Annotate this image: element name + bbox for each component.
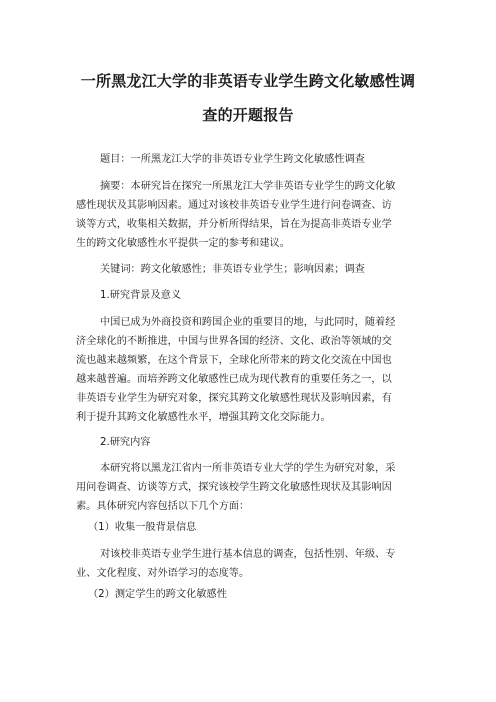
body-line: 本研究将以黑龙江省内一所非英语专业大学的学生为研究对象，采 (100, 463, 396, 474)
body-line: 中国已成为外商投资和跨国企业的重要目的地，与此同时，随着经 (100, 317, 396, 328)
document-title-line-2: 查的开题报告 (202, 106, 294, 124)
topic-paragraph (76, 150, 420, 169)
item-heading: （2）测定学生的跨文化敏感性 (88, 589, 227, 600)
keywords-line: 关键词：跨文化敏感性；非英语专业学生；影响因素；调查 (100, 264, 365, 275)
body-line: 对该校非英语专业学生进行基本信息的调查，包括性别、年级、专 (100, 549, 396, 560)
section-1-body (76, 313, 420, 427)
body-line: 济全球化的不断推进，中国与世界各国的经济、文化、政治等领域的交 (76, 336, 392, 347)
section-heading: 2.研究内容 (100, 437, 151, 448)
item-heading: （1）收集一般背景信息 (88, 522, 197, 533)
item-2-heading (76, 585, 420, 604)
abstract-line: 谈等方式，收集相关数据，并分析所得结果，旨在为提高非英语专业学 (76, 219, 392, 230)
abstract-line: 感性现状及其影响因素。通过对该校非英语专业学生进行问卷调查、访 (76, 200, 392, 211)
body-line: 非英语专业学生为研究对象，探究其跨文化敏感性现状及影响因素，有 (76, 393, 392, 404)
body-line: 流也越来越频繁，在这个背景下，全球化所带来的跨文化交流在中国也 (76, 355, 392, 366)
keywords-paragraph (76, 260, 420, 279)
body-line: 利于提升其跨文化敏感性水平，增强其跨文化交际能力。 (76, 412, 331, 423)
topic-line: 题目：一所黑龙江大学的非英语专业学生跨文化敏感性调查 (100, 154, 365, 165)
section-1-heading (76, 286, 420, 305)
document-title-line-1: 一所黑龙江大学的非英语专业学生跨文化敏感性调 (80, 72, 416, 90)
item-1-heading (76, 518, 420, 537)
body-line: 用问卷调查、访谈等方式，探究该校学生跨文化敏感性现状及其影响因 (76, 482, 392, 493)
section-2-body (76, 459, 420, 516)
section-heading: 1.研究背景及意义 (100, 290, 182, 301)
abstract-line: 摘要：本研究旨在探究一所黑龙江大学非英语专业学生的跨文化敏 (100, 181, 396, 192)
abstract-paragraph (76, 177, 420, 253)
abstract-line: 生的跨文化敏感性水平提供一定的参考和建议。 (76, 238, 290, 249)
section-2-heading (76, 433, 420, 452)
body-line: 越来越普遍。而培养跨文化敏感性已成为现代教育的重要任务之一，以 (76, 374, 392, 385)
body-line: 业、文化程度、对外语学习的态度等。 (76, 568, 250, 579)
body-line: 素。具体研究内容包括以下几个方面： (76, 501, 250, 512)
item-1-body (76, 545, 420, 583)
